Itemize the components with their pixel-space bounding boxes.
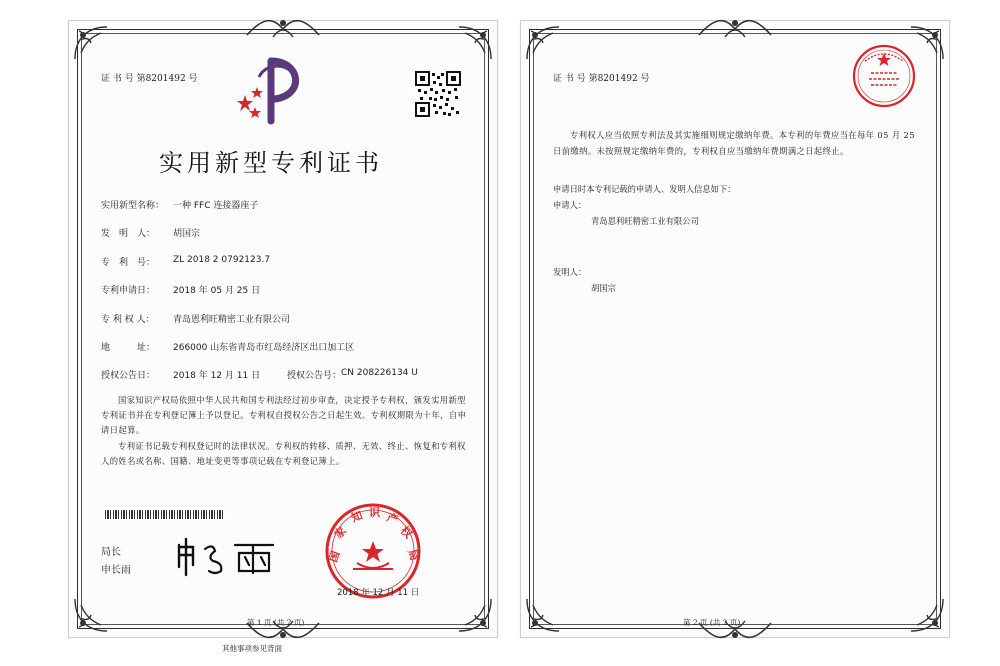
inventor-label: 发明人： [553, 267, 587, 277]
agency-seal [851, 43, 917, 109]
inner-border [533, 33, 937, 625]
legal-status-paragraph: 专利证书记载专利权登记时的法律状况。专利权的转移、质押、无效、终止、恢复和专利权人的姓名或名称、国籍、地址变更等事项记载在专利登记簿上。 [101, 441, 466, 466]
field-value-filing-date: 2018 年 05 月 25 日 [173, 286, 261, 296]
field-value-pub-no: CN 208226134 U [341, 368, 418, 378]
top-center-ornament [243, 15, 323, 41]
corner-ornament-bottom-left [523, 595, 563, 635]
reverse-note: 其他事项参见背面 [222, 644, 282, 653]
corner-ornament-bottom-left [71, 595, 111, 635]
certificate-number: 证 书 号 第8201492 号 [553, 74, 650, 84]
corner-ornament-bottom-right [907, 595, 947, 635]
field-label-filing-date: 专利申请日： [101, 286, 156, 296]
grant-paragraph: 国家知识产权局依照中华人民共和国专利法经过初步审查，决定授予专利权，颁发实用新型专利证书并在专利登记簿上予以登记。专利权自授权公告之日起生效。专利权期限为十年，自申请日起算。 [101, 395, 467, 435]
field-value-name: 一种 FFC 连接器座子 [173, 201, 259, 211]
svg-text:产: 产 [384, 510, 400, 527]
field-value-inventor: 胡国宗 [173, 229, 201, 239]
field-value-patentee: 青岛恩利旺精密工业有限公司 [173, 315, 291, 325]
field-label-patentee: 专 利 权 人： [101, 315, 155, 325]
corner-ornament-top-left [71, 23, 111, 63]
svg-text:国: 国 [326, 549, 343, 565]
page-footer: 第 1 页 (共 2 页) [247, 618, 305, 627]
info-heading: 申请日时本专利记载的申请人、发明人信息如下： [553, 184, 736, 194]
svg-text:局: 局 [405, 547, 422, 563]
field-value-address: 266000 山东省青岛市红岛经济区出口加工区 [173, 343, 355, 353]
field-value-patent-no: ZL 2018 2 0792123.7 [173, 255, 271, 265]
corner-ornament-top-right [455, 23, 495, 63]
svg-text:权: 权 [397, 523, 415, 541]
svg-text:家: 家 [331, 524, 349, 542]
svg-text:识: 识 [369, 506, 380, 519]
field-label-inventor: 发 明 人： [101, 229, 156, 239]
corner-ornament-top-left [523, 23, 563, 63]
page-footer: 第 2 页 (共 2 页) [683, 618, 741, 627]
barcode [105, 510, 225, 519]
top-center-ornament [695, 15, 775, 41]
field-label-patent-no: 专 利 号： [101, 258, 156, 268]
director-title: 局长 [101, 547, 121, 558]
field-label-pub-date: 授权公告日： [101, 371, 156, 381]
field-label-pub-no: 授权公告号： [287, 371, 342, 381]
qr-code [415, 71, 461, 117]
field-label-address: 地 址： [101, 343, 156, 353]
applicant-value: 青岛恩利旺精密工业有限公司 [591, 216, 699, 226]
applicant-label: 申请人： [553, 200, 587, 210]
director-signature [173, 535, 285, 579]
certificate-title: 实用新型专利证书 [159, 149, 383, 177]
certificate-page-2 [520, 20, 950, 638]
seal-date: 2018 年 12 月 11 日 [337, 588, 420, 598]
field-label-name: 实用新型名称： [101, 201, 165, 211]
annual-fee-paragraph: 专利权人应当依照专利法及其实施细则规定缴纳年费。本专利的年费应当在每年 05 月 25 日前缴纳。未按照规定缴纳年费的，专利权自应当缴纳年费期满之日起终止。 [553, 130, 915, 156]
cnipa-logo [235, 55, 309, 129]
svg-text:知: 知 [349, 508, 365, 525]
certificate-page-1 [68, 20, 498, 638]
certificate-number: 证 书 号 第8201492 号 [101, 74, 198, 84]
inventor-value: 胡国宗 [591, 283, 616, 293]
corner-ornament-bottom-right [455, 595, 495, 635]
director-name: 申长雨 [101, 565, 131, 576]
field-value-pub-date: 2018 年 12 月 11 日 [173, 371, 261, 381]
